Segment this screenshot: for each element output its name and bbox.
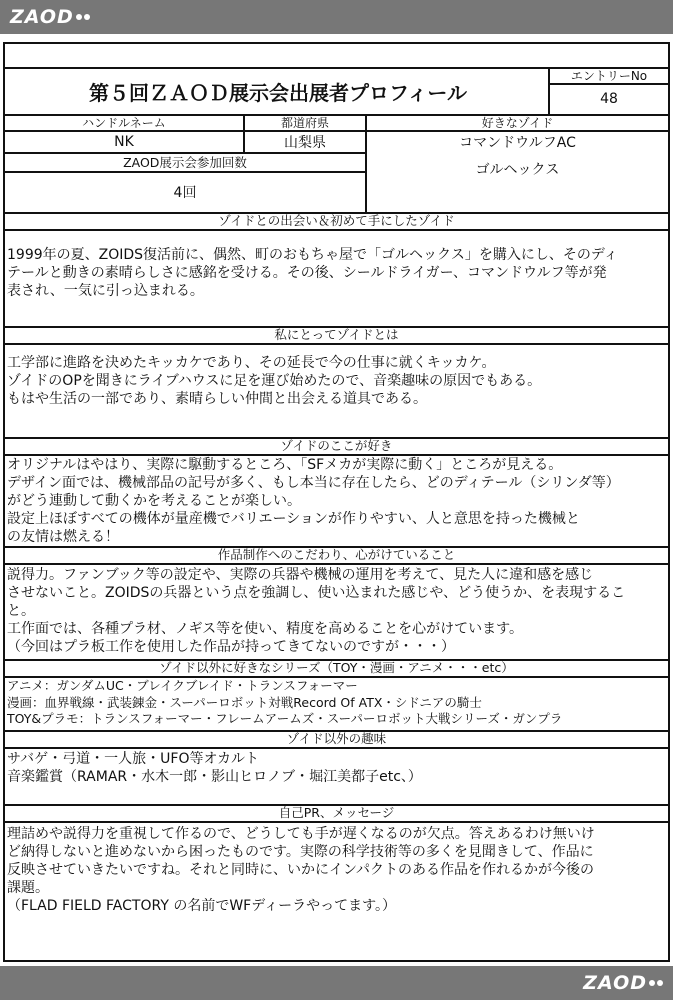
section-title-other-series: ゾイド以外に好きなシリーズ（TOY・漫画・アニメ・・・etc） — [159, 660, 514, 675]
text-line: 反映させていきたいですね。それと同時に、いかにインパクトのある作品を作れるかが今後の — [7, 862, 595, 878]
text-line: 説得力。ファンブック等の設定や、実際の兵器や機械の運用を考えて、見た人に違和感を感じ — [7, 567, 594, 583]
text-line: （FLAD FIELD FACTORY の名前でWFディーラやってます。） — [7, 898, 396, 914]
text-line: デザイン面では、機械部品の記号が多く、もし本当に存在したら、どのディテール（シリンダ等） — [7, 475, 620, 491]
text-line: TOY&プラモ：トランスフォーマー・フレームアームズ・スーパーロボット大戦シリーズ・ガンプラ — [7, 711, 563, 726]
favorite-zoid-2: ゴルヘックス — [475, 162, 560, 178]
section-title-other-hobbies: ゾイド以外の趣味 — [286, 731, 387, 746]
zaod-logo-bottom — [583, 972, 663, 994]
text-line: ど納得しないと進めないから困ったものです。実際の科学技術等の多くを見聞きして、作品に — [7, 844, 594, 860]
text-line: サバゲ・弓道・一人旅・UFO等オカルト — [7, 751, 260, 767]
logo-text: ZAOD — [10, 6, 74, 28]
section-body-first-encounter — [7, 246, 665, 300]
handle-label: ハンドルネーム — [82, 115, 166, 130]
text-line: 設定上ほぼすべての機体が量産機でバリエーションが作りやすい、人と意思を持った機械と — [7, 511, 580, 527]
divider — [5, 343, 668, 345]
footer-bar — [0, 966, 673, 1000]
text-line: の友情は燃える！ — [7, 529, 119, 545]
section-title-self-pr: 自己PR、メッセージ — [278, 805, 395, 820]
text-line: がどう連動して動くかを考えることが楽しい。 — [7, 493, 301, 509]
text-line: 理詰めや説得力を重視して作るので、どうしても手が遅くなるのが欠点。答えあるわけ無いけ — [7, 826, 595, 842]
section-title-first-encounter: ゾイドとの出会い＆初めて手にしたゾイド — [218, 213, 455, 228]
text-line: 工学部に進路を決めたキッカケであり、その延長で今の仕事に就くキッカケ。 — [7, 355, 496, 371]
text-line: オリジナルはやはり、実際に駆動するところ、「SFメカが実際に動く」ところが見える。 — [7, 457, 563, 473]
exhibit-count-value: 4回 — [173, 185, 197, 201]
prefecture-value: 山梨県 — [284, 135, 326, 151]
section-body-what-zoids-mean — [7, 354, 665, 408]
entry-number: 48 — [600, 91, 618, 107]
section-title-favorite-points: ゾイドのここが好き — [280, 438, 393, 453]
text-line: （今回はプラ板工作を使用した作品が持ってきてないのですが・・・） — [7, 639, 455, 655]
section-body-other-series — [7, 678, 665, 728]
text-line: もはや生活の一部であり、素晴らしい仲間と出会える道具である。 — [7, 391, 427, 407]
divider — [5, 229, 668, 231]
section-body-crafting-focus — [7, 566, 665, 656]
divider — [365, 114, 367, 213]
prefecture-label: 都道府県 — [280, 115, 329, 130]
header-bar — [0, 0, 673, 34]
text-line: 工作面では、各種プラ材、ノギス等を使い、精度を高めることを心がけています。 — [7, 621, 524, 637]
divider — [5, 821, 668, 823]
logo-dots-icon — [76, 14, 90, 20]
section-title-crafting-focus: 作品制作へのこだわり、心がけていること — [217, 547, 456, 562]
text-line: と。 — [7, 603, 35, 619]
logo-dots-icon — [649, 980, 663, 986]
page-title: 第５回ＺＡＯＤ展示会出展者プロフィール — [89, 80, 467, 105]
divider — [243, 114, 245, 153]
section-body-favorite-points — [7, 456, 665, 546]
text-line: ゾイドのOPを聞きにライブハウスに足を運び始めたので、音楽趣味の原因でもある。 — [7, 373, 542, 389]
handle-value: NK — [114, 134, 134, 150]
favorite-zoids-label: 好きなゾイド — [481, 115, 554, 130]
section-body-other-hobbies — [7, 750, 665, 786]
favorite-zoid-1: コマンドウルフAC — [459, 135, 576, 151]
divider — [5, 747, 668, 749]
text-line: させないこと。ZOIDSの兵器という点を強調し、使い込まれた感じや、どう使うか、を表現するこ — [7, 585, 626, 601]
entry-label: エントリーNo — [570, 68, 648, 83]
text-line: 音楽鑑賞（RAMAR・水木一郎・影山ヒロノブ・堀江美都子etc、） — [7, 769, 422, 785]
text-line: 表され、一気に引っ込まれる。 — [7, 283, 204, 299]
divider — [5, 563, 668, 565]
text-line: テールと動きの素晴らしさに感銘を受ける。その後、シールドライガー、コマンドウルフ等が発 — [7, 265, 607, 281]
zaod-logo-top — [10, 6, 90, 28]
section-body-self-pr — [7, 825, 665, 915]
exhibit-count-label: ZAOD展示会参加回数 — [123, 154, 247, 170]
text-line: 課題。 — [7, 880, 49, 896]
text-line: アニメ：ガンダムUC・ブレイクブレイド・トランスフォーマー — [7, 678, 358, 693]
section-title-what-zoids-mean: 私にとってゾイドとは — [274, 327, 399, 342]
logo-text: ZAOD — [583, 972, 647, 994]
text-line: 漫画：血界戦線・武装錬金・スーパーロボット対戦Record Of ATX・シドニアの騎士 — [7, 694, 482, 710]
text-line: 1999年の夏、ZOIDS復活前に、偶然、町のおもちゃ屋で「ゴルヘックス」を購入にし、そのディ — [7, 247, 618, 263]
